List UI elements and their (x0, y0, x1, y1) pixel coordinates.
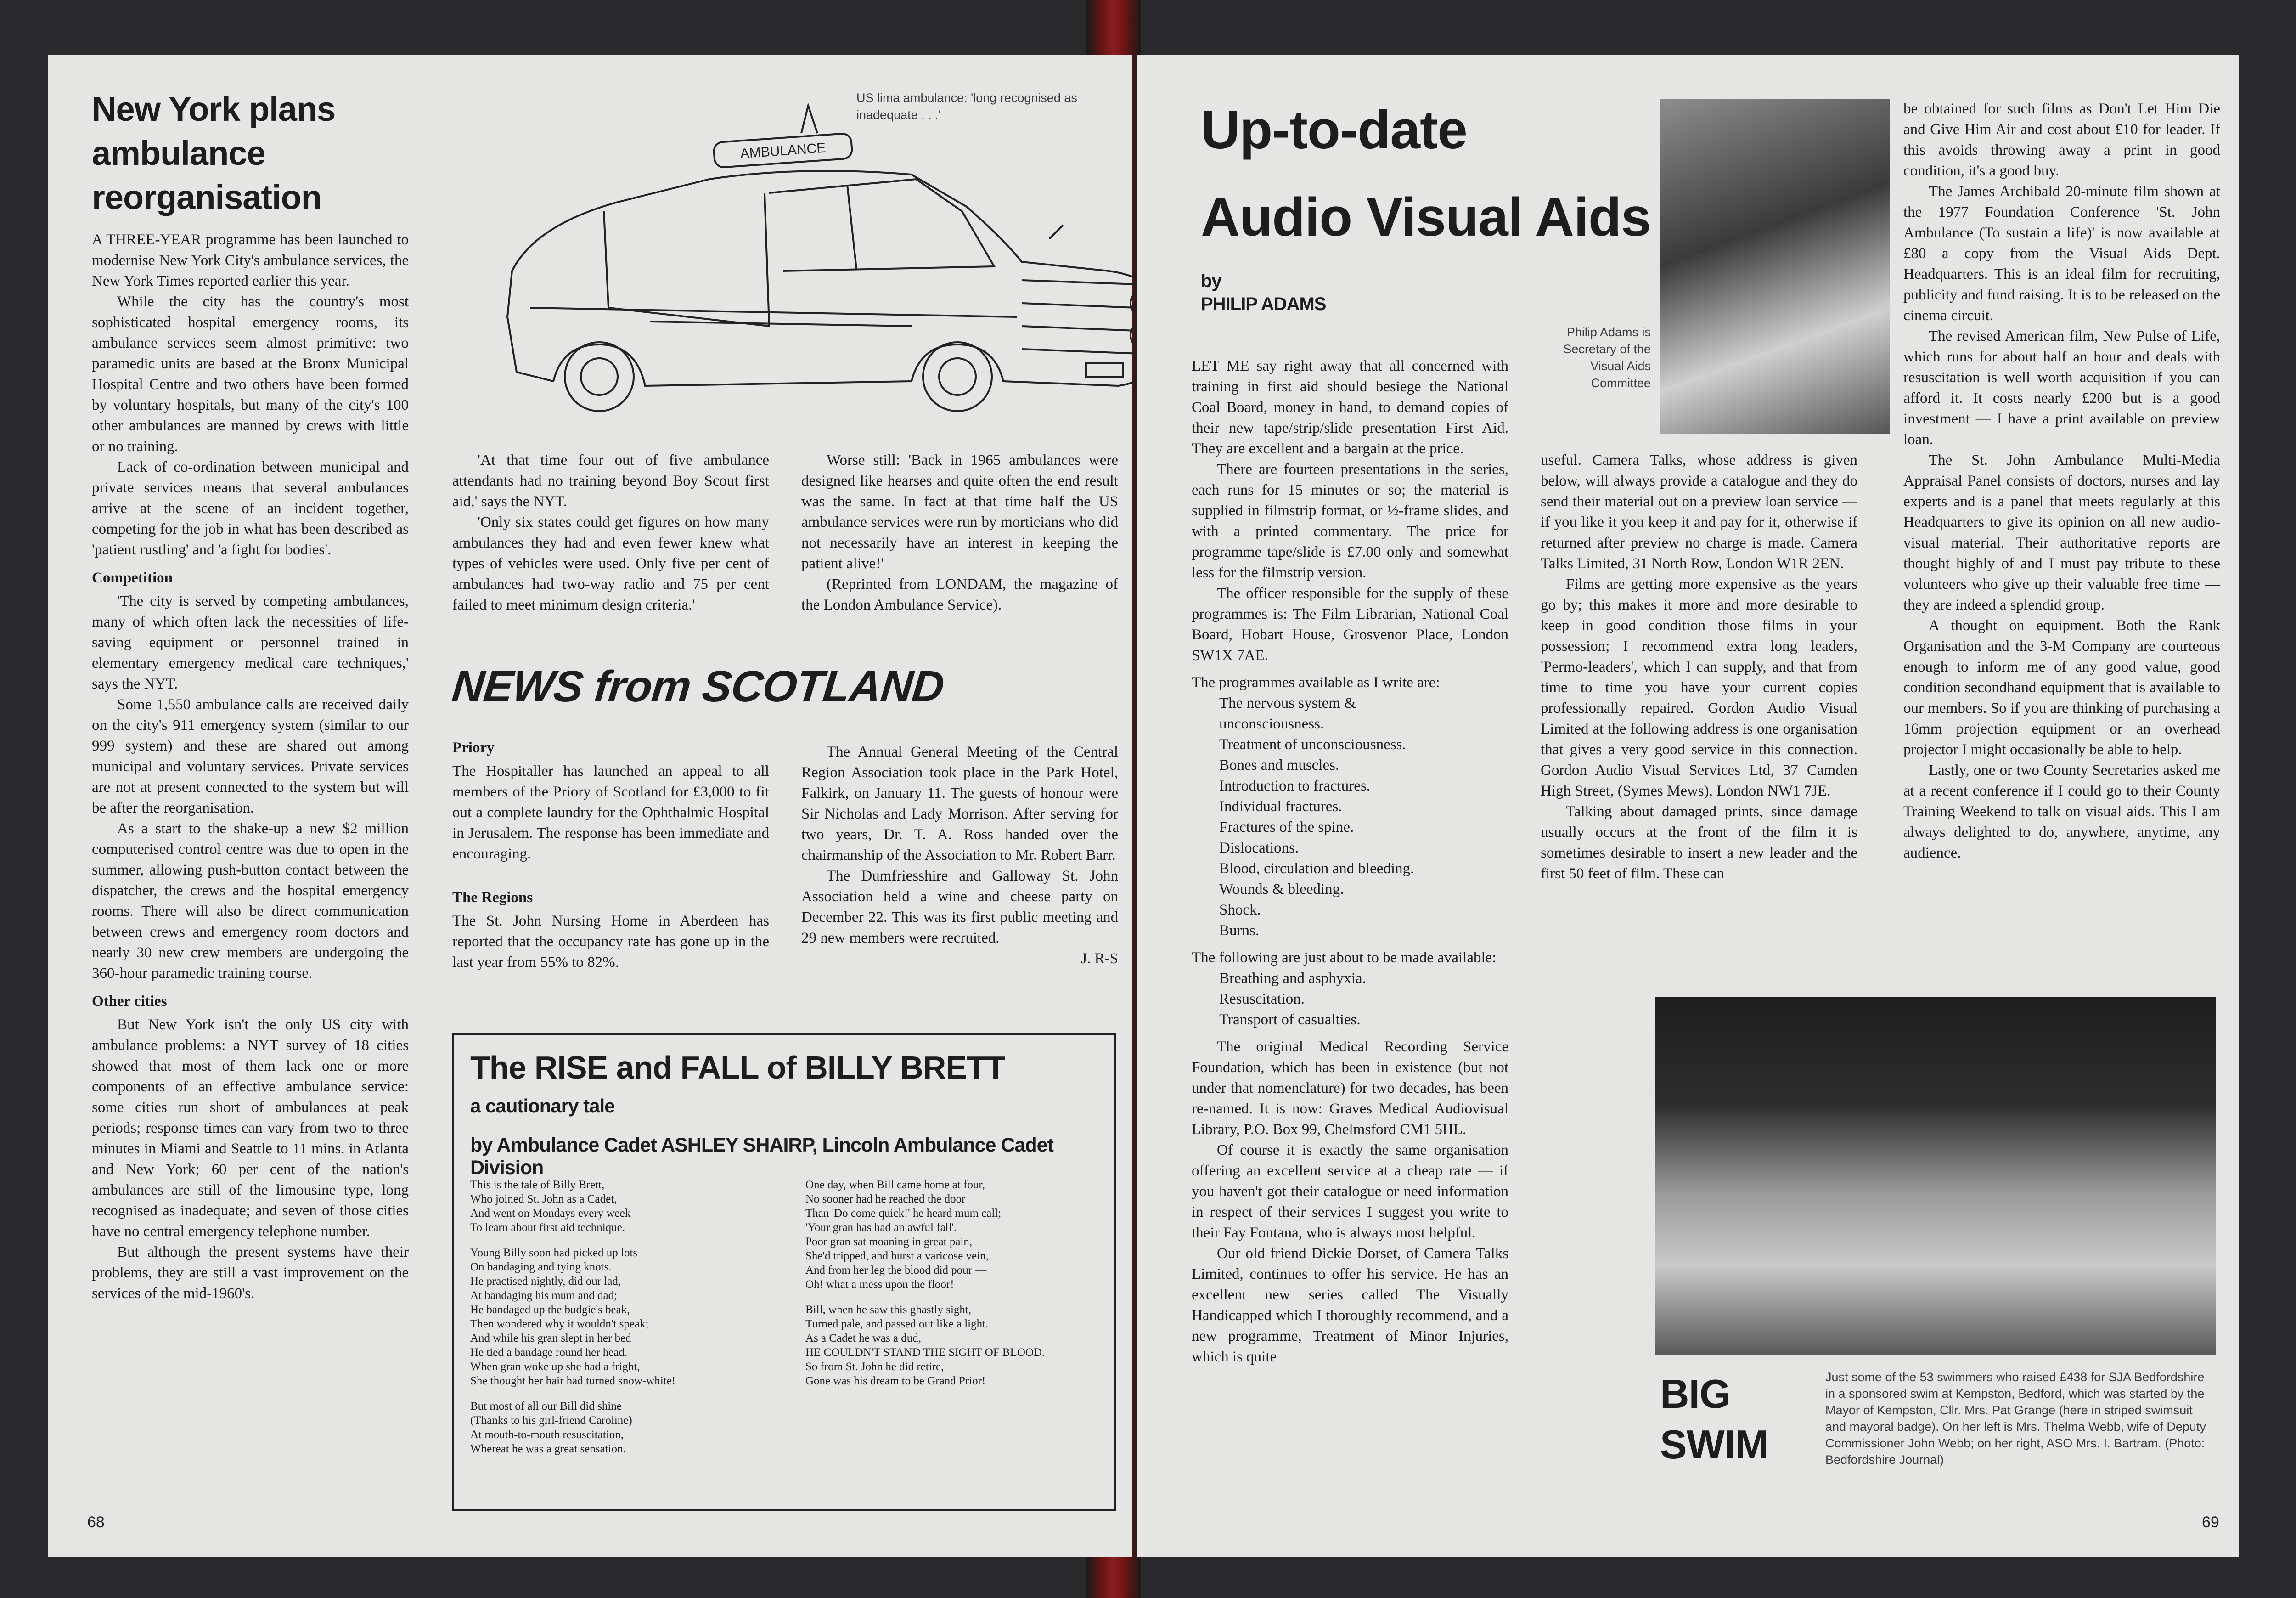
av-column-1 (1192, 356, 1508, 1367)
programme-item: The nervous system & (1219, 695, 1356, 711)
following-item: Transport of casualties. (1219, 1011, 1361, 1028)
av-paragraph: be obtained for such films as Don't Let Him Die and Give Him Air and cost about £10 for leader. If this avoids throwing away a print in good condition, it's a good buy. (1903, 101, 2220, 179)
big-swim-caption: Just some of the 53 swimmers who raised £438 for SJA Bedfordshire in a sponsored swim at Kempston, Bedford, which was started by the Mayor of Kempston, Cllr. Mrs. Pat Grange (here in striped swimsuit and mayoral badge). On her left is Mrs. Thelma Webb, wife of Deputy Commissioner John Webb; on her right, ASO Mrs. I. Bartram. (Photo: Bedfordshire Journal) (1825, 1370, 2206, 1467)
following-list (1192, 968, 1508, 1030)
programme-item: unconsciousness. (1219, 716, 1324, 732)
ambulance-caption: US lima ambulance: 'long recognised as inadequate . . .' (856, 91, 1077, 122)
programmes-lead: The programmes available as I write are: (1192, 674, 1440, 691)
programme-item: Blood, circulation and bleeding. (1219, 860, 1414, 877)
page-number-left: 68 (87, 1513, 105, 1531)
poem-stanza: Young Billy soon had picked up lots On bandaging and tying knots. He practised nightly, did our lad, At bandaging his mum and dad; He bandaged up the budgie's beak, Then wondered why it wouldn't speak; And while his gran slept in her bed He tied a bandage round her head. When gran woke up she had a fright, She thought her hair had turned snow-white! (470, 1247, 676, 1387)
av-by: by (1201, 271, 1221, 291)
programme-item: Treatment of unconsciousness. (1219, 736, 1406, 753)
ny-paragraph: Some 1,550 ambulance calls are received daily on the city's 911 emergency system (similar to our 999 system) and these are shared out among municipal and voluntary services. Private services are not at present connected to the system but will be after the reorganisation. (92, 696, 409, 816)
poem-stanza: One day, when Bill came home at four, No sooner had he reached the door Than 'Do come quick!' he heard mum call; 'Your gran has had an awful fall'. Poor gran sat moaning in great pain, She'd tripped, and burst a varicose vein, And from her leg the blood did pour — Oh! what a mess upon the floor! (805, 1179, 1002, 1291)
ny-paragraph: As a start to the shake-up a new $2 million computerised control centre was due to open in the summer, allowing push-button contact between the dispatcher, the crews and the hospital emergency rooms. There will also be direct communication between crews and emergency room doctors and nearly 30 new crew members are undergoing the 360-hour paramedic training course. (92, 820, 409, 982)
mid-paragraph: 'Only six states could get figures on how many ambulances they had and even fewer knew what types of vehicles were used. Only five per cent of ambulances had two-way radio and 75 per cent failed to meet minimum design criteria.' (452, 514, 769, 613)
author-photo (1660, 99, 1890, 434)
ny-paragraph: But New York isn't the only US city with ambulance problems: a NYT survey of 18 cities showed that most of them lack one or more components of an effective ambulance service: some cities run short of ambulances at peak periods; response times can vary from two to three minutes in Miami and Seattle to 11 mins. in Atlanta and New York; 60 per cent of the nation's ambulances are still of the limousine type, long recognised as inadequate; and seven of those cities have no central emergency telephone number. (92, 1016, 409, 1240)
mid-paragraph: (Reprinted from LONDAM, the magazine of the London Ambulance Service). (801, 576, 1118, 613)
av-paragraph: Our old friend Dickie Dorset, of Camera Talks Limited, continues to offer his service. He has an excellent new series called The Visually Handicapped which I thoroughly recommend, and a new programme, Treatment of Minor Injuries, which is quite (1192, 1245, 1508, 1365)
scotland-headline: NEWS from SCOTLAND (450, 662, 946, 711)
ny-paragraph: While the city has the country's most sophisticated hospital emergency rooms, its ambulance services seem almost primitive: two paramedic units are based at the Bronx Municipal Hospital Centre and two others have been formed by voluntary hospitals, but many of the city's 100 other ambulances are manned by crews with little or no training. (92, 294, 409, 455)
billy-subtitle: a cautionary tale (470, 1095, 615, 1117)
page-number-right: 69 (2202, 1513, 2219, 1531)
programme-item: Bones and muscles. (1219, 757, 1339, 774)
author-photo-caption: Philip Adams is Secretary of the Visual Aids Committee (1563, 325, 1651, 390)
mid-paragraph: Worse still: 'Back in 1965 ambulances were designed like hearses and quite often the end result was the same. In fact at that time half the US ambulance services were run by morticians who did not necessarily have an interest in keeping the patient alive!' (801, 452, 1118, 572)
mid-column-2 (801, 450, 1118, 615)
programme-item: Dislocations. (1219, 840, 1299, 856)
competition-heading: Competition (92, 570, 173, 586)
ambulance-sign-text: AMBULANCE (739, 140, 827, 162)
programme-item: Introduction to fractures. (1219, 778, 1370, 794)
av-paragraph: The James Archibald 20-minute film shown at the 1977 Foundation Conference 'St. John Ambulance (To sustain a life)' is now available at £80 a copy from the Visual Aids Dept. Headquarters. This is an ideal film for recruiting, publicity and fund raising. It is to be released on the cinema circuit. (1903, 183, 2220, 324)
av-paragraph: Of course it is exactly the same organisation offering an excellent service at a cheap rate — if you haven't got their catalogue or need information in respect of their services I suggest you write to their Fay Fontana, who is always most helpful. (1192, 1142, 1508, 1241)
av-paragraph: Lastly, one or two County Secretaries asked me at a recent conference if I could go to their County Training Weekend to talk on visual aids. This I am always delighted to do, anywhere, anytime, any audience. (1903, 762, 2220, 861)
av-paragraph: Films are getting more expensive as the years go by; this makes it more and more desirable to keep in good condition those films in your possession; I recommend extra long leaders, 'Permo-leaders', which I can supply, and that from time to time you have your current copies professionally repaired. Gordon Audio Visual Limited at the following address is one organisation that gives a very good service in this connection. Gordon Audio Visual Services Ltd, 37 Camden High Street, (Symes Mews), London NW1 7JE. (1541, 576, 1857, 799)
poem-column-1 (470, 1178, 764, 1467)
left-page (48, 55, 1132, 1557)
regions-text: The St. John Nursing Home in Aberdeen has reported that the occupancy rate has gone up in the last year from 55% to 82%. (452, 913, 769, 971)
regions-heading: The Regions (452, 889, 533, 906)
ny-paragraph: A THREE-YEAR programme has been launched to modernise New York City's ambulance services, the New York Times reported earlier this year. (92, 232, 409, 289)
poem-stanza: Bill, when he saw this ghastly sight, Turned pale, and passed out like a light. As a Cadet he was a dud, HE COULDN'T STAND THE SIGHT OF BLOOD. So from St. John he did retire, Gone was his dream to be Grand Prior! (805, 1304, 1045, 1387)
billy-byline: by Ambulance Cadet ASHLEY SHAIRP, Lincoln Ambulance Cadet Division (470, 1134, 1053, 1179)
av-paragraph: Talking about damaged prints, since damage usually occurs at the front of the film it is sometimes desirable to insert a new leader and the first 50 feet of film. These can (1541, 803, 1857, 882)
billy-title: The RISE and FALL of BILLY BRETT (470, 1050, 1005, 1085)
av-headline-line1: Up-to-date (1201, 100, 1467, 160)
av-paragraph: LET ME say right away that all concerned with training in first aid should besiege the National Coal Board, money in hand, to demand copies of their new tape/strip/slide presentation First Aid. They are excellent and a bargain at the price. (1192, 358, 1508, 457)
ny-paragraph: Lack of co-ordination between municipal and private services means that several ambulances arrive at the scene of an incident together, competing for the job in what has been described as 'patient rustling' and 'a fight for bodies'. (92, 459, 409, 558)
scotland-paragraph: The Dumfriesshire and Galloway St. John Association held a wine and cheese party on December 22. This was its first public meeting and 29 new members were recruited. (801, 868, 1118, 946)
av-paragraph: There are fourteen presentations in the series, each runs for 15 minutes or so; the material is supplied in filmstrip format, or ½-frame slides, and with a printed commentary. The price for programme tape/slide is £7.00 only and somewhat less for the filmstrip version. (1192, 461, 1508, 581)
ny-paragraph: But although the present systems have their problems, they are still a vast improvement on the services of the mid-1960's. (92, 1244, 409, 1302)
av-column-2 (1541, 450, 1857, 884)
ny-headline: New York plans ambulance reorganisation (92, 90, 336, 216)
programme-item: Burns. (1219, 922, 1260, 939)
av-author: PHILIP ADAMS (1201, 294, 1326, 314)
mid-column-1 (452, 450, 769, 615)
priory-text: The Hospitaller has launched an appeal to all members of the Priory of Scotland for £3,000 to fit out a complete laundry for the Ophthalmic Hospital in Jerusalem. The response has been immediate and encouraging. (452, 763, 769, 862)
av-headline-line2: Audio Visual Aids (1201, 187, 1651, 248)
poem-column-2 (805, 1178, 1099, 1399)
scotland-column-2 (801, 742, 1118, 969)
scotland-paragraph: The Annual General Meeting of the Central Region Association took place in the Park Hotel, Falkirk, on January 11. The guests of honour were Sir Nicholas and Lady Morrison. After serving for two years, Dr. T. A. Ross handed over the chairmanship of the Association to Mr. Robert Barr. (801, 744, 1118, 864)
av-paragraph: A thought on equipment. Both the Rank Organisation and the 3-M Company are courteous enough to inform me of any good value, good condition secondhand equipment that is available to our members. So if you are thinking of purchasing a 16mm projection equipment or an overhead projector I might occasionally be able to help. (1903, 617, 2220, 758)
scotland-signature: J. R-S (1081, 950, 1118, 967)
programme-item: Individual fractures. (1219, 798, 1342, 815)
poem-stanza: This is the tale of Billy Brett, Who joined St. John as a Cadet, And went on Mondays every week To learn about first aid technique. (470, 1179, 631, 1234)
programmes-list (1192, 693, 1508, 941)
following-lead: The following are just about to be made available: (1192, 949, 1497, 966)
ny-column-1 (92, 230, 409, 1304)
programme-item: Shock. (1219, 902, 1261, 918)
priory-heading: Priory (452, 740, 495, 756)
following-item: Resuscitation. (1219, 991, 1305, 1007)
av-paragraph: The original Medical Recording Service Foundation, which has been in existence (but not under that nomenclature) for two decades, has been re-named. It is now: Graves Medical Audiovisual Library, P.O. Box 99, Chelmsford CM1 5HL. (1192, 1039, 1508, 1138)
av-column-3 (1903, 99, 2220, 864)
right-page (1137, 55, 2239, 1557)
big-swim-heading: BIG SWIM (1660, 1371, 1768, 1467)
ambulance-illustration (452, 87, 1196, 446)
av-paragraph: useful. Camera Talks, whose address is given below, will always provide a catalogue and they do send their material out on a preview loan service — if you like it you keep it and pay for it, otherwise if returned after preview no charge is made. Camera Talks Limited, 31 North Row, London W1R 2EN. (1541, 452, 1857, 572)
ny-paragraph: 'The city is served by competing ambulances, many of which often lack the necessities of life-saving equipment or personnel trained in elementary emergency medical care techniques,' says the NYT. (92, 593, 409, 692)
mid-paragraph: 'At that time four out of five ambulance attendants had no training beyond Boy Scout first aid,' says the NYT. (452, 452, 769, 510)
av-paragraph: The officer responsible for the supply of these programmes is: The Film Librarian, National Coal Board, Hobart House, Grosvenor Place, London SW1X 7AE. (1192, 585, 1508, 664)
poem-stanza: But most of all our Bill did shine (Thanks to his girl-friend Caroline) At mouth-to-mouth resuscitation, Whereat he was a great sensation. (470, 1400, 632, 1455)
other-cities-heading: Other cities (92, 993, 167, 1010)
billy-brett-box (452, 1033, 1116, 1511)
programme-item: Fractures of the spine. (1219, 819, 1354, 836)
following-item: Breathing and asphyxia. (1219, 970, 1366, 987)
scotland-column-1 (452, 730, 769, 973)
big-swim-photo (1655, 997, 2216, 1355)
av-paragraph: The revised American film, New Pulse of Life, which runs for about half an hour and deals with resuscitation is well worth acquisition if you can afford it. It costs nearly £200 but is a good investment — I have a print available on preview loan. (1903, 328, 2220, 448)
programme-item: Wounds & bleeding. (1219, 881, 1344, 898)
av-paragraph: The St. John Ambulance Multi-Media Appraisal Panel consists of doctors, nurses and lay experts and is a panel that meets regularly at this Headquarters to give its opinion on all new audio-visual material. Their authoritative reports are thought highly of and I must pay tribute to these volunteers who give up their valuable free time — they are indeed a splendid group. (1903, 452, 2220, 613)
